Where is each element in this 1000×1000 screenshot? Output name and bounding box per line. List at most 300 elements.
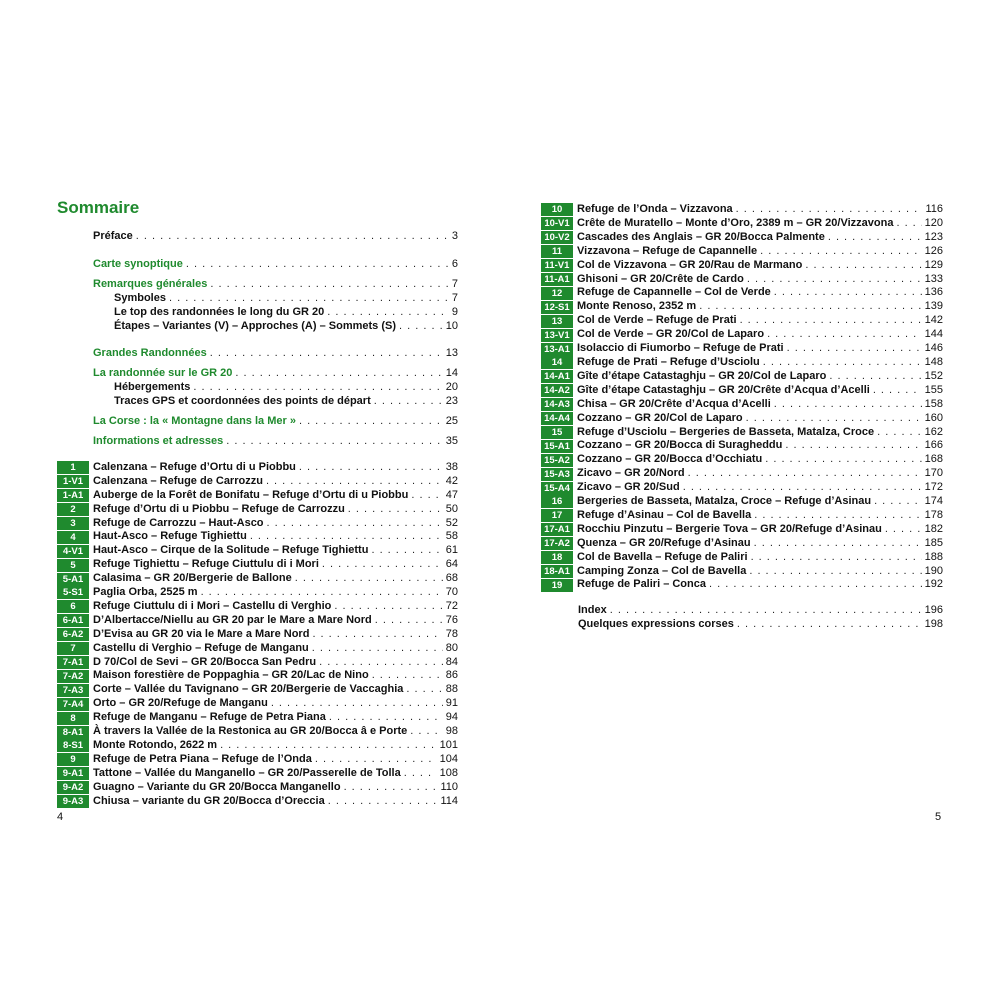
stage-entry[interactable] bbox=[57, 683, 458, 697]
leader-dots bbox=[747, 273, 922, 287]
leader-dots bbox=[885, 523, 922, 537]
stage-page: 172 bbox=[924, 481, 943, 494]
leader-dots bbox=[220, 739, 437, 753]
leader-dots bbox=[785, 439, 921, 453]
stage-page: 182 bbox=[924, 522, 943, 535]
stage-badge: 6-A2 bbox=[57, 628, 89, 641]
stage-badge: 15-A1 bbox=[541, 440, 573, 453]
stage-entry[interactable] bbox=[541, 245, 943, 259]
stage-page: 80 bbox=[445, 641, 458, 654]
stage-page: 94 bbox=[445, 711, 458, 724]
leader-dots bbox=[896, 217, 921, 231]
stage-badge: 16 bbox=[541, 495, 573, 508]
stage-page: 168 bbox=[924, 453, 943, 466]
stage-entry[interactable] bbox=[57, 656, 458, 670]
stage-badge: 10-V1 bbox=[541, 217, 573, 230]
stage-label: Col de Bavella – Refuge de Paliri bbox=[577, 550, 748, 563]
stage-label: Refuge de Manganu – Refuge de Petra Piana bbox=[93, 711, 326, 724]
stage-page: 155 bbox=[924, 383, 943, 396]
stage-entry[interactable] bbox=[541, 537, 943, 551]
toc-entry-label: Étapes – Variantes (V) – Approches (A) – Sommets (S) bbox=[114, 319, 397, 332]
stage-entry[interactable] bbox=[57, 753, 458, 767]
stage-entry[interactable] bbox=[541, 412, 943, 426]
index-list bbox=[541, 604, 943, 632]
toc-entry-label: Remarques générales bbox=[93, 277, 208, 290]
stage-page: 76 bbox=[445, 613, 458, 626]
stage-page: 188 bbox=[924, 550, 943, 563]
toc-entry[interactable] bbox=[93, 395, 458, 409]
stage-entry[interactable] bbox=[57, 517, 458, 531]
stage-label: Orto – GR 20/Refuge de Manganu bbox=[93, 697, 268, 710]
toc-entry[interactable] bbox=[93, 435, 458, 449]
stage-page: 190 bbox=[924, 564, 943, 577]
toc-entry-page: 35 bbox=[445, 434, 458, 447]
stage-label: Crête de Muratello – Monte d’Oro, 2389 m – GR 20/Vizzavona bbox=[577, 216, 894, 229]
leader-dots bbox=[328, 795, 438, 809]
stage-label: Tattone – Vallée du Manganello – GR 20/Passerelle de Tolla bbox=[93, 766, 401, 779]
stage-label: Camping Zonza – Col de Bavella bbox=[577, 564, 747, 577]
toc-entry-label: La randonnée sur le GR 20 bbox=[93, 367, 233, 380]
stage-page: 47 bbox=[445, 488, 458, 501]
stage-entry[interactable] bbox=[57, 530, 458, 544]
stage-entry[interactable] bbox=[57, 503, 458, 517]
stage-entry[interactable] bbox=[541, 203, 943, 217]
stage-badge: 15-A2 bbox=[541, 454, 573, 467]
stage-entry[interactable] bbox=[57, 711, 458, 725]
stage-badge: 7-A3 bbox=[57, 684, 89, 697]
stage-entry[interactable] bbox=[541, 217, 943, 231]
toc-entry[interactable] bbox=[93, 258, 458, 272]
stage-entry[interactable] bbox=[541, 259, 943, 273]
stage-page: 86 bbox=[445, 669, 458, 682]
leader-dots bbox=[375, 614, 443, 628]
stages-list-left bbox=[57, 461, 458, 809]
stage-badge: 19 bbox=[541, 579, 573, 592]
leader-dots bbox=[210, 278, 449, 292]
stage-entry[interactable] bbox=[541, 273, 943, 287]
stage-entry[interactable] bbox=[541, 342, 943, 356]
leader-dots bbox=[348, 503, 443, 517]
stage-badge: 18-A1 bbox=[541, 565, 573, 578]
stage-page: 146 bbox=[924, 342, 943, 355]
stage-badge: 10-V2 bbox=[541, 231, 573, 244]
stage-page: 68 bbox=[445, 572, 458, 585]
stage-page: 58 bbox=[445, 530, 458, 543]
stage-entry[interactable] bbox=[57, 558, 458, 572]
leader-dots bbox=[250, 530, 443, 544]
toc-entry[interactable] bbox=[578, 618, 943, 632]
leader-dots bbox=[873, 384, 922, 398]
stage-badge: 17-A1 bbox=[541, 523, 573, 536]
leader-dots bbox=[406, 683, 442, 697]
toc-entry-label: Symboles bbox=[114, 291, 166, 304]
stage-entry[interactable] bbox=[541, 398, 943, 412]
stage-entry[interactable] bbox=[57, 739, 458, 753]
leader-dots bbox=[334, 600, 442, 614]
leader-dots bbox=[327, 306, 449, 320]
stage-entry[interactable] bbox=[541, 231, 943, 245]
toc-entry[interactable] bbox=[93, 320, 458, 334]
stage-page: 52 bbox=[445, 516, 458, 529]
stage-page: 116 bbox=[925, 203, 943, 215]
stage-page: 136 bbox=[924, 286, 943, 299]
stage-page: 133 bbox=[924, 272, 943, 285]
stage-entry[interactable] bbox=[57, 781, 458, 795]
leader-dots bbox=[136, 230, 449, 244]
toc-entry-page: 9 bbox=[451, 305, 458, 318]
stage-badge: 13-V1 bbox=[541, 329, 573, 342]
stage-badge: 9-A3 bbox=[57, 795, 89, 808]
stage-badge: 18 bbox=[541, 551, 573, 564]
toc-entry-page: 14 bbox=[445, 367, 458, 380]
toc-entry-label: Préface bbox=[93, 230, 133, 242]
leader-dots bbox=[737, 618, 922, 632]
stage-page: 91 bbox=[445, 697, 458, 710]
leader-dots bbox=[774, 286, 922, 300]
leader-dots bbox=[319, 656, 443, 670]
stage-label: Cozzano – GR 20/Bocca d’Occhiatu bbox=[577, 453, 763, 466]
stage-label: Isolaccio di Fiumorbo – Refuge de Prati bbox=[577, 342, 784, 355]
stage-entry[interactable] bbox=[57, 544, 458, 558]
stage-entry[interactable] bbox=[57, 586, 458, 600]
stage-entry[interactable] bbox=[57, 600, 458, 614]
stage-badge: 14-A3 bbox=[541, 398, 573, 411]
leader-dots bbox=[210, 347, 443, 361]
stage-badge: 15 bbox=[541, 426, 573, 439]
stage-page: 129 bbox=[924, 258, 943, 271]
stage-entry[interactable] bbox=[541, 495, 943, 509]
right-page bbox=[541, 203, 943, 632]
leader-dots bbox=[805, 259, 921, 273]
stage-page: 110 bbox=[440, 780, 458, 793]
toc-entry-page: 13 bbox=[445, 347, 458, 360]
leader-dots bbox=[271, 697, 443, 711]
leader-dots bbox=[201, 586, 443, 600]
stage-badge: 11-V1 bbox=[541, 259, 573, 272]
stage-badge: 12 bbox=[541, 287, 573, 300]
stage-entry[interactable] bbox=[541, 578, 943, 592]
stage-badge: 6-A1 bbox=[57, 614, 89, 627]
leader-dots bbox=[787, 342, 922, 356]
leader-dots bbox=[372, 669, 443, 683]
stage-entry[interactable] bbox=[541, 481, 943, 495]
stage-page: 42 bbox=[445, 474, 458, 487]
stage-page: 126 bbox=[924, 244, 943, 257]
stage-badge: 13 bbox=[541, 315, 573, 328]
toc-entry[interactable] bbox=[93, 230, 458, 244]
stage-entry[interactable] bbox=[541, 426, 943, 440]
stage-page: 158 bbox=[924, 397, 943, 410]
stage-entry[interactable] bbox=[541, 565, 943, 579]
stage-label: Rocchiu Pinzutu – Bergerie Tova – GR 20/Refuge d’Asinau bbox=[577, 522, 882, 535]
stage-entry[interactable] bbox=[541, 286, 943, 300]
stage-label: Gîte d’étape Catastaghju – GR 20/Col de Laparo bbox=[577, 369, 827, 382]
stage-entry[interactable] bbox=[541, 314, 943, 328]
stage-label: Calasima – GR 20/Bergerie de Ballone bbox=[93, 572, 292, 585]
stage-label: Refuge de Petra Piana – Refuge de l’Onda bbox=[93, 752, 312, 765]
leader-dots bbox=[299, 461, 443, 475]
leader-dots bbox=[404, 767, 437, 781]
leader-dots bbox=[688, 467, 922, 481]
stage-page: 139 bbox=[924, 300, 943, 313]
stage-entry[interactable] bbox=[57, 669, 458, 683]
stage-badge: 9-A1 bbox=[57, 767, 89, 780]
stage-badge: 6 bbox=[57, 600, 89, 613]
leader-dots bbox=[763, 356, 922, 370]
stage-badge: 1 bbox=[57, 461, 89, 474]
stage-label: Refuge d’Ortu di u Piobbu – Refuge de Carrozzu bbox=[93, 502, 345, 515]
toc-entry[interactable] bbox=[578, 604, 943, 618]
stage-entry[interactable] bbox=[57, 642, 458, 656]
stage-entry[interactable] bbox=[57, 614, 458, 628]
toc-entry-page: 198 bbox=[924, 618, 943, 631]
leader-dots bbox=[699, 300, 921, 314]
left-page bbox=[57, 198, 458, 809]
stage-entry[interactable] bbox=[541, 551, 943, 565]
stage-label: Col de Verde – GR 20/Col de Laparo bbox=[577, 328, 765, 341]
stage-label: Refuge de Capannelle – Col de Verde bbox=[577, 286, 771, 299]
toc-entry-label: La Corse : la « Montagne dans la Mer » bbox=[93, 415, 296, 428]
toc-entry[interactable] bbox=[93, 415, 458, 429]
stage-page: 162 bbox=[924, 425, 943, 438]
stage-label: Zicavo – GR 20/Sud bbox=[577, 481, 680, 494]
stage-label: Vizzavona – Refuge de Capannelle bbox=[577, 244, 758, 257]
stage-page: 108 bbox=[439, 766, 458, 779]
stage-entry[interactable] bbox=[541, 439, 943, 453]
stage-label: Calenzana – Refuge d’Ortu di u Piobbu bbox=[93, 460, 296, 473]
leader-dots bbox=[235, 367, 442, 381]
leader-dots bbox=[295, 572, 443, 586]
prelims-list bbox=[57, 230, 458, 449]
stage-label: Monte Renoso, 2352 m bbox=[577, 300, 697, 313]
stage-label: Haut-Asco – Cirque de la Solitude – Refuge Tighiettu bbox=[93, 544, 369, 557]
stage-badge: 12-S1 bbox=[541, 301, 573, 314]
leader-dots bbox=[193, 381, 442, 395]
stage-badge: 13-A1 bbox=[541, 343, 573, 356]
stage-page: 50 bbox=[445, 502, 458, 515]
stage-label: Chiusa – variante du GR 20/Bocca d’Oreccia bbox=[93, 794, 325, 807]
stage-label: Refuge d’Usciolu – Bergeries de Basseta, Matalza, Croce bbox=[577, 425, 875, 438]
stage-badge: 4-V1 bbox=[57, 545, 89, 558]
leader-dots bbox=[740, 314, 922, 328]
page-title: Sommaire bbox=[57, 198, 140, 217]
leader-dots bbox=[329, 711, 443, 725]
stage-page: 142 bbox=[924, 314, 943, 327]
stage-badge: 1-V1 bbox=[57, 475, 89, 488]
stage-label: Refuge d’Asinau – Col de Bavella bbox=[577, 508, 752, 521]
leader-dots bbox=[169, 292, 449, 306]
stage-label: Refuge de Prati – Refuge d’Usciolu bbox=[577, 355, 760, 368]
stage-page: 101 bbox=[439, 739, 458, 751]
stage-entry[interactable] bbox=[57, 795, 458, 809]
toc-entry[interactable] bbox=[93, 292, 458, 306]
stage-page: 88 bbox=[445, 683, 458, 696]
stage-page: 72 bbox=[445, 599, 458, 612]
stage-label: Refuge de Paliri – Conca bbox=[577, 578, 706, 591]
stage-badge: 14-A1 bbox=[541, 370, 573, 383]
stage-label: Corte – Vallée du Tavignano – GR 20/Bergerie de Vaccaghia bbox=[93, 683, 404, 696]
stage-entry[interactable] bbox=[541, 453, 943, 467]
stage-entry[interactable] bbox=[57, 572, 458, 586]
toc-entry-label: Traces GPS et coordonnées des points de départ bbox=[114, 395, 371, 408]
toc-entry[interactable] bbox=[93, 347, 458, 361]
leader-dots bbox=[186, 258, 449, 272]
stage-page: 166 bbox=[924, 439, 943, 452]
leader-dots bbox=[736, 203, 923, 217]
stage-label: Cozzano – GR 20/Bocca di Suragheddu bbox=[577, 439, 783, 452]
stage-label: Col de Verde – Refuge de Prati bbox=[577, 314, 737, 327]
leader-dots bbox=[751, 551, 922, 565]
leader-dots bbox=[874, 495, 922, 509]
stage-badge: 9-A2 bbox=[57, 781, 89, 794]
stage-entry[interactable] bbox=[57, 489, 458, 503]
leader-dots bbox=[299, 415, 443, 429]
stage-entry[interactable] bbox=[541, 467, 943, 481]
toc-entry-label: Le top des randonnées le long du GR 20 bbox=[114, 305, 325, 318]
toc-entry-page: 10 bbox=[445, 319, 458, 332]
stage-page: 178 bbox=[924, 508, 943, 521]
stage-badge: 14 bbox=[541, 356, 573, 369]
toc-entry-label: Carte synoptique bbox=[93, 257, 183, 270]
leader-dots bbox=[754, 509, 921, 523]
stage-label: Haut-Asco – Refuge Tighiettu bbox=[93, 530, 247, 543]
stage-badge: 7-A2 bbox=[57, 670, 89, 683]
stage-label: Calenzana – Refuge de Carrozzu bbox=[93, 474, 263, 487]
stage-badge: 8-A1 bbox=[57, 726, 89, 739]
toc-entry-page: 7 bbox=[451, 277, 458, 290]
stage-entry[interactable] bbox=[541, 384, 943, 398]
toc-entry-page: 196 bbox=[924, 604, 943, 617]
stage-page: 148 bbox=[924, 355, 943, 368]
stage-page: 64 bbox=[445, 558, 458, 571]
leader-dots bbox=[877, 426, 922, 440]
stage-badge: 7-A1 bbox=[57, 656, 89, 669]
stage-label: Gîte d’étape Catastaghju – GR 20/Crête d’Acqua d’Acelli bbox=[577, 383, 870, 396]
stage-label: Chisa – GR 20/Crête d’Acqua d’Acelli bbox=[577, 397, 771, 410]
stage-page: 70 bbox=[445, 586, 458, 599]
leader-dots bbox=[774, 398, 922, 412]
toc-entry[interactable] bbox=[93, 381, 458, 395]
leader-dots bbox=[754, 537, 922, 551]
stage-badge: 5 bbox=[57, 559, 89, 572]
leader-dots bbox=[410, 725, 442, 739]
stages-list-right bbox=[541, 203, 943, 592]
stage-label: Paglia Orba, 2525 m bbox=[93, 586, 198, 599]
toc-entry[interactable] bbox=[93, 367, 458, 381]
toc-entry-page: 20 bbox=[445, 381, 458, 394]
stage-badge: 17-A2 bbox=[541, 537, 573, 550]
leader-dots bbox=[829, 370, 921, 384]
stage-badge: 11-A1 bbox=[541, 273, 573, 286]
stage-badge: 9 bbox=[57, 753, 89, 766]
stage-badge: 14-A2 bbox=[541, 384, 573, 397]
stage-page: 78 bbox=[445, 627, 458, 640]
stage-label: Col de Vizzavona – GR 20/Rau de Marmano bbox=[577, 258, 803, 271]
leader-dots bbox=[312, 628, 442, 642]
stage-badge: 7 bbox=[57, 642, 89, 655]
stage-page: 144 bbox=[924, 328, 943, 341]
leader-dots bbox=[683, 481, 922, 495]
stage-entry[interactable] bbox=[541, 356, 943, 370]
stage-entry[interactable] bbox=[541, 300, 943, 314]
stage-entry[interactable] bbox=[57, 697, 458, 711]
stage-entry[interactable] bbox=[57, 475, 458, 489]
stage-label: Zicavo – GR 20/Nord bbox=[577, 467, 685, 480]
toc-entry-label: Quelques expressions corses bbox=[578, 618, 734, 631]
stage-label: Guagno – Variante du GR 20/Bocca Manganello bbox=[93, 780, 341, 793]
leader-dots bbox=[765, 453, 921, 467]
leader-dots bbox=[344, 781, 438, 795]
page-number-left: 4 bbox=[57, 811, 64, 823]
leader-dots bbox=[266, 475, 443, 489]
stage-entry[interactable] bbox=[541, 509, 943, 523]
leader-dots bbox=[749, 565, 921, 579]
stage-page: 123 bbox=[924, 230, 943, 243]
stage-label: Quenza – GR 20/Refuge d’Asinau bbox=[577, 536, 751, 549]
leader-dots bbox=[610, 604, 922, 618]
stage-entry[interactable] bbox=[57, 461, 458, 475]
stage-label: Refuge Ciuttulu di i Mori – Castellu di Verghio bbox=[93, 599, 332, 612]
toc-entry[interactable] bbox=[93, 278, 458, 292]
stage-entry[interactable] bbox=[541, 523, 943, 537]
page-number-right: 5 bbox=[935, 811, 942, 823]
stage-label: Refuge Tighiettu – Refuge Ciuttulu di i Mori bbox=[93, 558, 319, 571]
toc-entry-page: 25 bbox=[445, 415, 458, 428]
stage-page: 174 bbox=[924, 495, 943, 508]
stage-badge: 15-A3 bbox=[541, 468, 573, 481]
toc-entry[interactable] bbox=[93, 306, 458, 320]
stage-label: Cascades des Anglais – GR 20/Bocca Palmente bbox=[577, 230, 825, 243]
stage-badge: 15-A4 bbox=[541, 482, 573, 495]
stage-entry[interactable] bbox=[57, 725, 458, 739]
stage-badge: 14-A4 bbox=[541, 412, 573, 425]
toc-entry-label: Informations et adresses bbox=[93, 434, 224, 447]
leader-dots bbox=[767, 328, 922, 342]
stage-page: 192 bbox=[924, 578, 943, 591]
stage-page: 152 bbox=[924, 369, 943, 382]
toc-entry-label: Grandes Randonnées bbox=[93, 347, 207, 360]
stage-label: Castellu di Verghio – Refuge de Manganu bbox=[93, 641, 309, 654]
toc-entry-label: Index bbox=[578, 604, 607, 617]
leader-dots bbox=[322, 558, 443, 572]
stage-entry[interactable] bbox=[57, 628, 458, 642]
leader-dots bbox=[399, 320, 443, 334]
stage-badge: 7-A4 bbox=[57, 698, 89, 711]
stage-page: 104 bbox=[439, 752, 458, 765]
stage-label: D 70/Col de Sevi – GR 20/Bocca San Pedru bbox=[93, 655, 317, 668]
toc-entry-page: 23 bbox=[445, 395, 458, 408]
stage-label: Refuge de Carrozzu – Haut-Asco bbox=[93, 516, 264, 529]
stage-badge: 11 bbox=[541, 245, 573, 258]
stage-entry[interactable] bbox=[541, 370, 943, 384]
stage-label: Refuge de l’Onda – Vizzavona bbox=[577, 203, 733, 215]
stage-entry[interactable] bbox=[57, 767, 458, 781]
stage-label: D’Evisa au GR 20 via le Mare a Mare Nord bbox=[93, 627, 310, 640]
stage-page: 114 bbox=[440, 794, 458, 807]
stage-entry[interactable] bbox=[541, 328, 943, 342]
stage-label: Auberge de la Forêt de Bonifatu – Refuge d’Ortu di u Piobbu bbox=[93, 488, 409, 501]
stage-badge: 5-S1 bbox=[57, 586, 89, 599]
stage-badge: 1-A1 bbox=[57, 489, 89, 502]
leader-dots bbox=[411, 489, 442, 503]
leader-dots bbox=[315, 753, 437, 767]
stage-badge: 3 bbox=[57, 517, 89, 530]
stage-page: 160 bbox=[924, 411, 943, 424]
toc-entry-page: 6 bbox=[451, 257, 458, 270]
stage-label: Bergeries de Basseta, Matalza, Croce – Refuge d’Asinau bbox=[577, 495, 872, 508]
leader-dots bbox=[828, 231, 922, 245]
leader-dots bbox=[760, 245, 922, 259]
